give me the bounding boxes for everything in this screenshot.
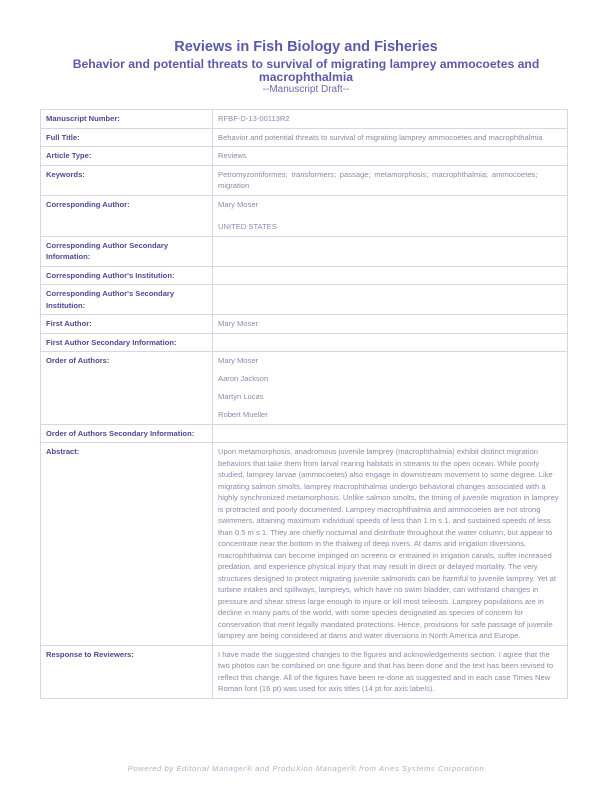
draft-label: --Manuscript Draft--: [262, 84, 350, 95]
row-label: Corresponding Author Secondary Information:: [41, 236, 213, 266]
row-label: First Author:: [41, 315, 213, 334]
author-name: Martyn Lucas: [218, 392, 264, 401]
response-to-reviewers-value: I have made the suggested changes to the figures and acknowledgements section. I agree that the two photos can be combined on one figure and that has been done and the text has been revised to reflect this change. All of the figures have been re-done as suggested and in each case Times New Roman font (16 pt) was used for axis titles (14 pt for axis labels).: [213, 645, 568, 698]
row-corresponding-author: [41, 195, 568, 236]
author-name: Aaron Jackson: [218, 374, 269, 383]
row-label: First Author Secondary Information:: [41, 333, 213, 352]
row-corresponding-author-secondary: [41, 236, 568, 266]
row-corresponding-author-secondary-institution: [41, 285, 568, 315]
row-order-of-authors: [41, 352, 568, 425]
row-full-title: [41, 128, 568, 147]
corresponding-author-institution-value: [213, 266, 568, 285]
article-type-value: Reviews: [213, 147, 568, 166]
row-keywords: [41, 165, 568, 195]
row-response-to-reviewers: [41, 645, 568, 698]
corresponding-author-value: [213, 195, 568, 236]
row-label: Order of Authors:: [41, 352, 213, 425]
row-manuscript-number: [41, 110, 568, 129]
row-first-author-secondary: [41, 333, 568, 352]
row-label: Article Type:: [41, 147, 213, 166]
author-name: Mary Moser: [218, 356, 259, 365]
corresponding-author-name: Mary Moser: [218, 199, 259, 209]
row-article-type: [41, 147, 568, 166]
full-title-value: Behavior and potential threats to survival of migrating lamprey ammocoetes and macrophthalmia: [213, 128, 568, 147]
article-title: Behavior and potential threats to survival of migrating lamprey ammocoetes and macrophthalmia: [72, 57, 540, 84]
author-name: Robert Mueller: [218, 410, 268, 419]
abstract-value: Upon metamorphosis, anadromous juvenile lamprey (macrophthalmia) exhibit distinct migration behaviors that take them from larval rearing habitats in streams to the open ocean. While poorly studied, lamprey larvae (ammocoetes) also engage in downstream movement to some degree. Like migrating salmon smolts, lamprey macrophthalmia undergo behavioral changes associated with a highly synchronized metamorphosis. Unlike salmon smolts, the timing of juvenile migration in lamprey is protracted and poorly documented. Lamprey macrophthalmia and ammocoetes are not strong swimmers, attaining maximum individual speeds of less than 1 m s 1, and sustained speeds of less than 0.5 m s 1. They are chiefly nocturnal and distribute throughout the water column, but appear to concentrate near the bottom in the thalweg of deep rivers. At dams and irrigation diversions, macrophthalmia can become impinged on screens or entrained in irrigation canals, suffer increased predation, and experience physical injury that may result in direct or delayed mortality. The very structures designed to protect migrating juvenile salmonids can be harmful to juvenile lamprey. Yet at turbine intakes and spillways, lampreys, which have no swim bladder, can withstand changes in pressure and shear stress large enough to injure or kill most teleosts. Lamprey populations are in decline in many parts of the world, with some species designated as species of concern for conservation that merit legally mandated protections. Hence, provisions for safe passage of juvenile lamprey are being considered at dams and water diversions in North America and Europe.: [213, 443, 568, 646]
row-label: Full Title:: [41, 128, 213, 147]
first-author-secondary-value: [213, 333, 568, 352]
corresponding-author-secondary-institution-value: [213, 285, 568, 315]
footer-powered-by: Powered by Editorial Manager® and ProduXion Manager® from Aries Systems Corporation: [127, 764, 485, 773]
row-label: Order of Authors Secondary Information:: [41, 424, 213, 443]
journal-title: Reviews in Fish Biology and Fisheries: [174, 39, 438, 55]
row-abstract: [41, 443, 568, 646]
keywords-value: Petromyzontiformes; transformers; passage; metamorphosis; macrophthalmia; ammocoetes; migration: [213, 165, 568, 195]
row-label: Manuscript Number:: [41, 110, 213, 129]
corresponding-author-secondary-value: [213, 236, 568, 266]
row-first-author: [41, 315, 568, 334]
manuscript-details-table: [40, 109, 568, 699]
order-of-authors-value: [213, 352, 568, 425]
row-label: Corresponding Author's Secondary Institution:: [41, 285, 213, 315]
row-label: Response to Reviewers:: [41, 645, 213, 698]
first-author-value: Mary Moser: [213, 315, 568, 334]
order-of-authors-secondary-value: [213, 424, 568, 443]
row-corresponding-author-institution: [41, 266, 568, 285]
row-label: Abstract:: [41, 443, 213, 646]
document-header: [0, 38, 612, 96]
manuscript-number-value: RFBF-D-13-00113R2: [213, 110, 568, 129]
row-order-of-authors-secondary: [41, 424, 568, 443]
row-label: Keywords:: [41, 165, 213, 195]
corresponding-author-country: UNITED STATES: [218, 222, 277, 231]
row-label: Corresponding Author:: [41, 195, 213, 236]
row-label: Corresponding Author's Institution:: [41, 266, 213, 285]
